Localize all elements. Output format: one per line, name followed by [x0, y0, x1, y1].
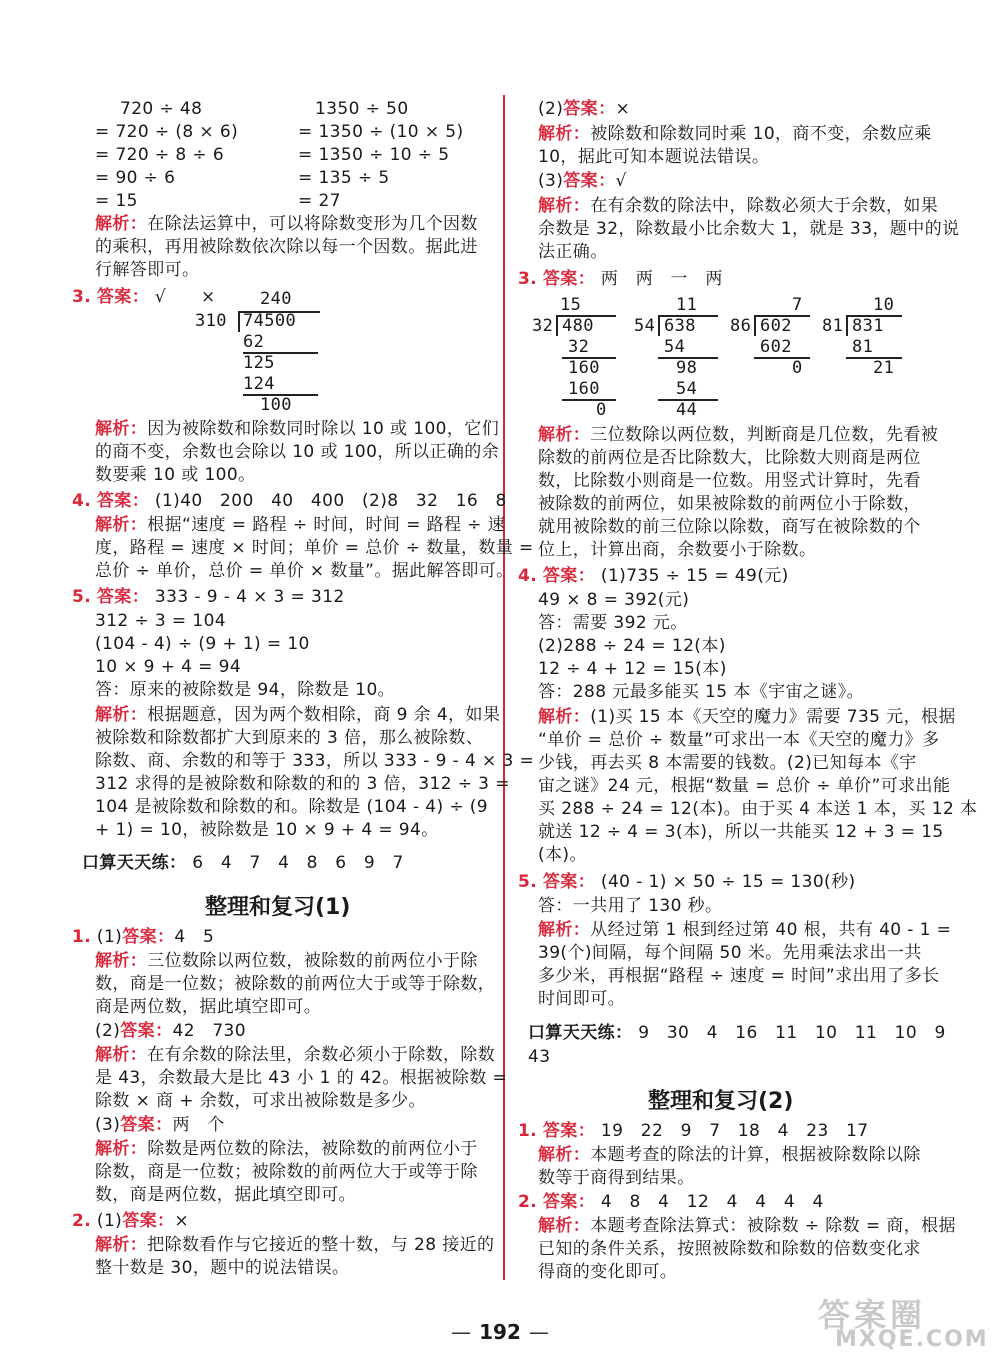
section1-q1-p2 [95, 1020, 246, 1042]
part-label: (2) [538, 99, 564, 119]
analysis-line: 解析：在有余数的除法里，余数必须小于除数，除数 [95, 1045, 496, 1065]
ld-step: 98 [676, 358, 698, 378]
question-3 [518, 268, 723, 290]
ld-divisor: 32 [532, 316, 554, 336]
answer-label: 答案： [542, 566, 596, 586]
answer-text: √ [615, 171, 627, 191]
ld-step: 124 [243, 374, 275, 394]
solution-line: 12 ÷ 4 + 12 = 15(本) [538, 659, 727, 679]
question-5 [518, 871, 856, 893]
calc-b-line: = 1350 ÷ (10 × 5) [298, 122, 464, 142]
right-top-p3 [538, 170, 627, 192]
ld-quotient: 7 [792, 295, 803, 315]
analysis-line: 解析：根据“速度 = 路程 ÷ 时间，时间 = 路程 ÷ 速 [95, 515, 506, 535]
ld-quotient: 15 [560, 295, 582, 315]
analysis-label: 解析： [95, 515, 148, 535]
analysis-line: 度，路程 = 速度 × 时间；单价 = 总价 ÷ 数量，数量 = [95, 538, 534, 558]
analysis-line: 多少米，再根据“路程 ÷ 速度 = 时间”求出用了多长 [538, 966, 940, 986]
question-number: 5. [518, 872, 538, 892]
analysis-label: 解析： [95, 705, 148, 725]
answer-label: 答案： [542, 872, 596, 892]
analysis-line: 解析：从经过第 1 根到经过第 40 根，共有 40 - 1 = [538, 920, 952, 940]
ld-quotient: 11 [676, 295, 698, 315]
analysis-line: 整十数是 30，题中的说法错误。 [95, 1258, 350, 1278]
part-label: (3) [538, 171, 564, 191]
answer-text: 4 8 4 12 4 4 4 4 [600, 1192, 824, 1212]
answer-statement: 答：原来的被除数是 94，除数是 10。 [95, 680, 396, 700]
section2-q1 [518, 1120, 869, 1142]
analysis-line: + 1) = 10，被除数是 10 × 9 + 4 = 94。 [95, 820, 439, 840]
question-4 [518, 565, 789, 587]
question-number: 3. [518, 269, 538, 289]
analysis-label: 解析： [538, 1145, 591, 1165]
analysis-line: 解析：除数是两位数的除法，被除数的前两位小于 [95, 1139, 478, 1159]
analysis-line: 就送 12 ÷ 4 = 3(本)，所以一共能买 12 + 3 = 15 [538, 822, 944, 842]
analysis-line: 除数 × 商 + 余数，可求出被除数是多少。 [95, 1091, 426, 1111]
question-number: 4. [518, 566, 538, 586]
analysis-line: 被除数的前两位，如果被除数的前两位小于除数， [538, 494, 921, 514]
ld-step: 81 [852, 337, 874, 357]
calc-a-line: = 720 ÷ (8 × 6) [95, 122, 239, 142]
question-number: 1. [72, 927, 92, 947]
section1-q1-p1 [72, 926, 214, 948]
page-number-text: 192 [479, 1320, 521, 1344]
analysis-line: 位上，计算出商，余数要小于除数。 [538, 540, 817, 560]
answer-label: 答案： [542, 1121, 596, 1141]
analysis-line: 数，商是两位数，据此填空即可。 [95, 1185, 356, 1205]
calc-b-line: = 27 [298, 191, 341, 211]
ld-remainder: 0 [596, 400, 607, 420]
analysis-line: 余数是 32，除数最小比余数大 1，就是 33，题中的说 [538, 219, 960, 239]
ld-dividend: 480 [562, 316, 594, 336]
watermark-logo: 答案圈 [818, 1296, 927, 1334]
ld-remainder: 21 [873, 358, 895, 378]
analysis-line: 312 求得的是被除数和除数的和的 3 倍，312 ÷ 3 = [95, 774, 510, 794]
analysis-line: 104 是被除数和除数的和。除数是 (104 - 4) ÷ (9 [95, 797, 489, 817]
column-divider [503, 95, 505, 1280]
dash-right: — [528, 1320, 549, 1344]
analysis-line: (本)。 [538, 845, 587, 865]
analysis-label: 解析： [538, 1216, 591, 1236]
analysis-line: 总价 ÷ 单价，总价 = 单价 × 数量”。据此解答即可。 [95, 561, 514, 581]
ld-bracket [846, 315, 848, 336]
question-number: 4. [72, 491, 92, 511]
answer-label: 答案： [542, 1192, 596, 1212]
answer-label: 答案： [120, 1115, 173, 1135]
answer-text: × [174, 1211, 190, 1231]
answer-text: (1)735 ÷ 15 = 49(元) [600, 566, 789, 586]
analysis-line: 是 43，余数最大是比 43 小 1 的 42。根据被除数 = [95, 1068, 508, 1088]
answer-text: (40 - 1) × 50 ÷ 15 = 130(秒) [600, 872, 856, 892]
analysis-line: 法正确。 [538, 242, 608, 262]
ld-remainder: 0 [792, 358, 803, 378]
analysis-line: 39(个)间隔，每个间隔 50 米。先用乘法求出一共 [538, 943, 922, 963]
question-3 [72, 286, 216, 308]
answer-label: 答案： [96, 287, 150, 307]
question-number: 3. [72, 287, 92, 307]
analysis-label: 解析： [538, 196, 591, 216]
answer-text: √ × [154, 287, 216, 307]
calc-a-line: = 15 [95, 191, 138, 211]
analysis-label: 解析： [95, 214, 148, 234]
answer-label: 答案： [96, 587, 150, 607]
answer-label: 答案： [563, 171, 616, 191]
section1-q2 [72, 1210, 189, 1232]
analysis-label: 解析： [95, 1045, 148, 1065]
ld-dividend: 602 [760, 316, 792, 336]
ld-dividend: 74500 [243, 311, 297, 331]
analysis-line: 就用被除数的前三位除以除数，商写在被除数的个 [538, 517, 921, 537]
ld-dividend: 831 [852, 316, 884, 336]
analysis-line: 解析：被除数和除数同时乘 10，商不变，余数应乘 [538, 124, 932, 144]
answer-text: × [615, 99, 631, 119]
analysis-line: 宙之谜》24 元，根据“数量 = 总价 ÷ 单价”可求出能 [538, 776, 951, 796]
analysis-line: 除数的前两位是否比除数大，比除数大则商是两位 [538, 448, 921, 468]
ld-dividend: 638 [664, 316, 696, 336]
part-label: (1) [96, 1211, 123, 1231]
analysis-line: 解析：在除法运算中，可以将除数变形为几个因数 [95, 214, 478, 234]
analysis-label: 解析： [95, 951, 148, 971]
answer-statement: 答：一共用了 130 秒。 [538, 896, 723, 916]
analysis-line: 少钱，再去买 8 本需要的钱数。(2)已知每本《宇 [538, 753, 917, 773]
analysis-line: 被除数和除数都扩大到原来的 3 倍，那么被除数、 [95, 728, 484, 748]
answer-text: (1)40 200 40 400 (2)8 32 16 8 [154, 491, 507, 511]
dash-left: — [451, 1320, 472, 1344]
oral-label: 口算天天练： [528, 1023, 633, 1043]
answer-text: 4 5 [174, 927, 215, 947]
analysis-line: 买 288 ÷ 24 = 12(本)。由于买 4 本送 1 本，买 12 本 [538, 799, 978, 819]
calc-b-line: = 1350 ÷ 10 ÷ 5 [298, 145, 450, 165]
answer-text: 333 - 9 - 4 × 3 = 312 [154, 587, 345, 607]
ld-divisor: 54 [634, 316, 656, 336]
solution-line: 312 ÷ 3 = 104 [95, 611, 227, 631]
section-title: 整理和复习(2) [648, 1089, 794, 1114]
analysis-label: 解析： [538, 920, 591, 940]
section2-q2 [518, 1191, 824, 1213]
calc-b-line: = 135 ÷ 5 [298, 168, 390, 188]
part-label: (2) [95, 1021, 121, 1041]
analysis-label: 解析： [95, 1235, 148, 1255]
part-label: (3) [95, 1115, 121, 1135]
section1-q1-p3 [95, 1114, 225, 1136]
analysis-line: 解析：三位数除以两位数，判断商是几位数，先看被 [538, 425, 939, 445]
ld-step: 160 [568, 358, 600, 378]
ld-step: 32 [568, 337, 590, 357]
oral-practice [528, 1022, 946, 1044]
part-label: (1) [96, 927, 123, 947]
calc-a-line: 720 ÷ 48 [120, 99, 203, 119]
calc-b-line: 1350 ÷ 50 [315, 99, 409, 119]
analysis-line: 解析：根据题意，因为两个数相除，商 9 余 4，如果 [95, 705, 501, 725]
answer-label: 答案： [96, 491, 150, 511]
question-number: 5. [72, 587, 92, 607]
oral-label: 口算天天练： [82, 853, 187, 873]
analysis-line: 解析：因为被除数和除数同时除以 10 或 100，它们 [95, 419, 500, 439]
analysis-label: 解析： [538, 124, 591, 144]
answer-label: 答案： [563, 99, 616, 119]
analysis-line: 商是两位数，据此填空即可。 [95, 997, 322, 1017]
analysis-line: 时间即可。 [538, 989, 625, 1009]
analysis-line: 解析：本题考查除法算式：被除数 ÷ 除数 = 商，根据 [538, 1216, 956, 1236]
ld-divisor: 86 [730, 316, 752, 336]
question-number: 2. [518, 1192, 538, 1212]
analysis-label: 解析： [538, 707, 591, 727]
oral-values: 6 4 7 4 8 6 9 7 [192, 853, 404, 873]
oral-values-continued: 43 [528, 1047, 551, 1067]
right-top-p2 [538, 98, 630, 120]
watermark-url: MXQE.COM [835, 1327, 989, 1352]
analysis-line: 数，比除数小则商是一位数。用竖式计算时，先看 [538, 471, 921, 491]
answer-label: 答案： [120, 1021, 173, 1041]
solution-line: (2)288 ÷ 24 = 12(本) [538, 636, 726, 656]
ld-quotient: 10 [873, 295, 895, 315]
analysis-line: 已知的条件关系，按照被除数和除数的倍数变化求 [538, 1239, 921, 1259]
oral-practice [82, 852, 404, 874]
solution-line: 10 × 9 + 4 = 94 [95, 657, 242, 677]
analysis-line: 数等于商得到结果。 [538, 1168, 695, 1188]
analysis-line: 数要乘 10 或 100。 [95, 465, 256, 485]
ld-step: 54 [664, 337, 686, 357]
answer-label: 答案： [122, 927, 175, 947]
question-number: 1. [518, 1121, 538, 1141]
oral-values: 9 30 4 16 11 10 11 10 9 [638, 1023, 946, 1043]
analysis-line: 行解答即可。 [95, 260, 200, 280]
analysis-line: 解析：在有余数的除法中，除数必须大于余数，如果 [538, 196, 939, 216]
answer-text: 两 个 [172, 1115, 225, 1135]
answer-statement: 答：288 元最多能买 15 本《宇宙之谜》。 [538, 682, 864, 702]
ld-remainder: 100 [260, 395, 292, 415]
analysis-line: “单价 = 总价 ÷ 数量”可求出一本《天空的魔力》多 [538, 730, 940, 750]
ld-bracket [556, 315, 558, 336]
answer-statement: 答：需要 392 元。 [538, 613, 688, 633]
answer-text: 42 730 [172, 1021, 246, 1041]
ld-bracket [238, 311, 240, 332]
question-4 [72, 490, 507, 512]
section-title: 整理和复习(1) [205, 895, 351, 920]
ld-remainder: 44 [676, 400, 698, 420]
analysis-line: 的乘积，再用被除数依次除以每一个因数。据此进 [95, 237, 478, 257]
calc-a-line: = 90 ÷ 6 [95, 168, 176, 188]
answer-label: 答案： [542, 269, 596, 289]
analysis-line: 解析：本题考查的除法的计算，根据被除数除以除 [538, 1145, 921, 1165]
ld-step: 125 [243, 353, 275, 373]
ld-step: 54 [676, 379, 698, 399]
solution-line: 49 × 8 = 392(元) [538, 590, 690, 610]
ld-step: 602 [760, 337, 792, 357]
calc-a-line: = 720 ÷ 8 ÷ 6 [95, 145, 225, 165]
answer-text: 19 22 9 7 18 4 23 17 [600, 1121, 869, 1141]
analysis-label: 解析： [538, 425, 591, 445]
ld-line [562, 399, 616, 401]
analysis-line: 解析：把除数看作与它接近的整十数，与 28 接近的 [95, 1235, 495, 1255]
analysis-line: 解析：三位数除以两位数，被除数的前两位小于除 [95, 951, 478, 971]
question-5 [72, 586, 345, 608]
ld-bracket [658, 315, 660, 336]
analysis-line: 数，商是一位数；被除数的前两位大于或等于除数， [95, 974, 496, 994]
solution-line: (104 - 4) ÷ (9 + 1) = 10 [95, 634, 310, 654]
analysis-line: 除数，商是一位数；被除数的前两位大于或等于除 [95, 1162, 478, 1182]
answer-text: 两 两 一 两 [600, 269, 723, 289]
analysis-line: 的商不变，余数也会除以 10 或 100，所以正确的余 [95, 442, 500, 462]
ld-quotient: 240 [260, 289, 292, 309]
analysis-label: 解析： [95, 1139, 148, 1159]
analysis-label: 解析： [95, 419, 148, 439]
ld-bracket [754, 315, 756, 336]
ld-step: 62 [243, 332, 265, 352]
analysis-line: 10，据此可知本题说法错误。 [538, 147, 770, 167]
analysis-line: 除数、商、余数的和等于 333，所以 333 - 9 - 4 × 3 = [95, 751, 535, 771]
ld-divisor: 81 [822, 316, 844, 336]
answer-label: 答案： [122, 1211, 175, 1231]
question-number: 2. [72, 1211, 92, 1231]
ld-step: 160 [568, 379, 600, 399]
analysis-line: 解析：(1)买 15 本《天空的魔力》需要 735 元，根据 [538, 707, 956, 727]
ld-divisor: 310 [195, 311, 227, 331]
analysis-line: 得商的变化即可。 [538, 1262, 678, 1282]
